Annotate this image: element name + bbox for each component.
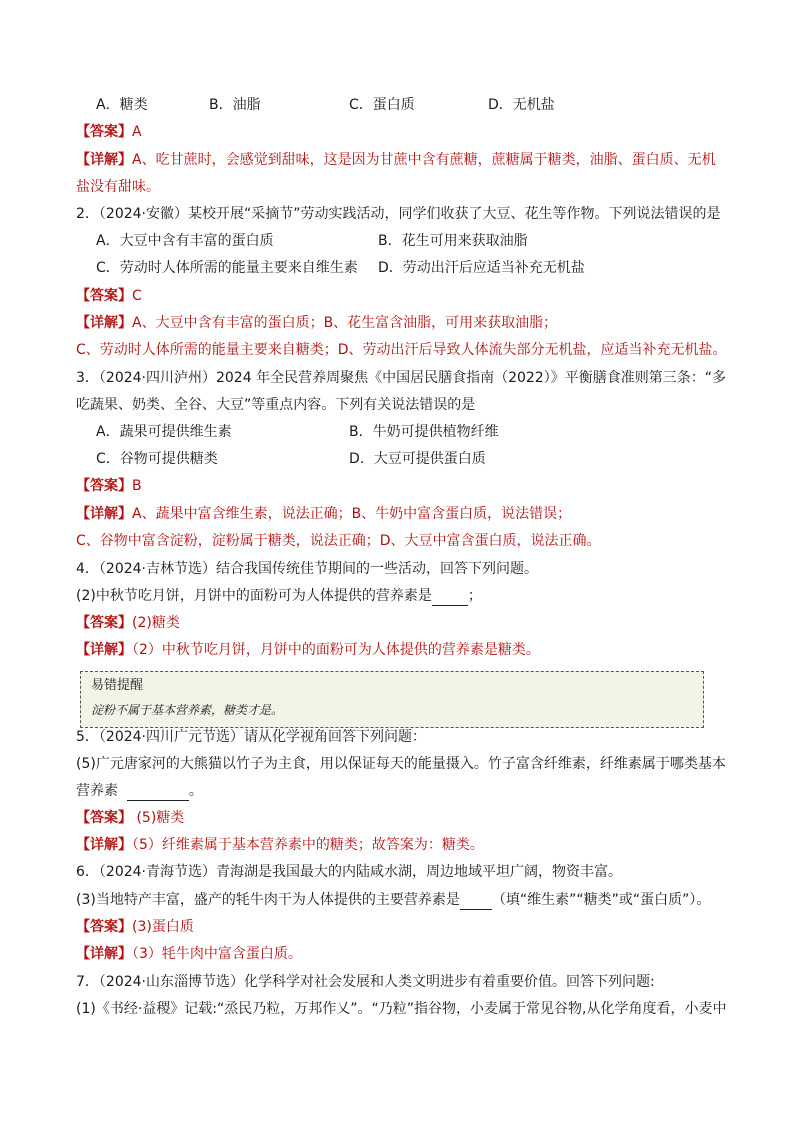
answer-blank — [460, 895, 492, 910]
q6-sub-text: (3)当地特产丰富，盛产的牦牛肉干为人体提供的主要营养素是 — [76, 892, 460, 908]
q5-subquestion: (5)广元唐家河的大熊猫以竹子为主食，用以保证每天的能量摄入。竹子富含纤维素，纤维素属于哪类基本 — [76, 756, 726, 772]
answer-label: 【答案】 — [76, 288, 132, 304]
q2-option-a: A．大豆中含有丰富的蛋白质 — [96, 233, 274, 249]
q6-detail — [76, 944, 302, 964]
detail-text: （3）牦牛肉中富含蛋白质。 — [132, 946, 302, 962]
q2-option-d: D．劳动出汗后应适当补充无机盐 — [378, 260, 585, 276]
answer-value: C — [132, 288, 142, 304]
q3-option-b: B．牛奶可提供植物纤维 — [349, 424, 499, 440]
q3-option-d: D．大豆可提供蛋白质 — [349, 451, 486, 467]
detail-label: 【详解】 — [76, 837, 132, 853]
q6-answer — [76, 917, 194, 937]
detail-text: （5）纤维素属于基本营养素中的糖类；故答案为：糖类。 — [132, 837, 484, 853]
answer-label: 【答案】 — [76, 478, 132, 494]
q2-detail — [76, 313, 557, 333]
detail-label: 【详解】 — [76, 315, 132, 331]
q4-answer — [76, 613, 180, 633]
q2-detail-cont: C、劳动时人体所需的能量主要来自糖类；D、劳动出汗后导致人体流失部分无机盐，应适当补充无机盐。 — [76, 342, 727, 358]
detail-text: A、吃甘蔗时，会感觉到甜味，这是因为甘蔗中含有蔗糖，蔗糖属于糖类，油脂、蛋白质、无机 — [132, 152, 716, 168]
answer-blank — [432, 591, 468, 606]
q5-detail — [76, 835, 484, 855]
q3-detail — [76, 504, 571, 524]
q7-subquestion: (1)《书经·益稷》记载:“烝民乃粒，万邦作乂”。“乃粒”指谷物，小麦属于常见谷物,从化学角度看，小麦中 — [76, 1001, 727, 1017]
detail-label: 【详解】 — [76, 946, 132, 962]
q5-subquestion-cont — [76, 781, 203, 801]
detail-label: 【详解】 — [76, 152, 132, 168]
q3-stem: 3．（2024·四川泸州）2024 年全民营养周聚焦《中国居民膳食指南（2022）》平衡膳食准则第三条：“多 — [76, 370, 726, 386]
answer-label: 【答案】 — [76, 810, 132, 826]
q2-stem: 2．（2024·安徽）某校开展“采摘节”劳动实践活动，同学们收获了大豆、花生等作物。下列说法错误的是 — [76, 206, 721, 222]
detail-text: A、蔬果中富含维生素，说法正确；B、牛奶中富含蛋白质，说法错误； — [132, 506, 572, 522]
detail-text: A、大豆中含有丰富的蛋白质；B、花生富含油脂，可用来获取油脂； — [132, 315, 558, 331]
q1-option-c: C．蛋白质 — [349, 97, 415, 113]
answer-label: 【答案】 — [76, 124, 132, 140]
q1-detail — [76, 150, 716, 170]
q7-stem: 7．（2024·山东淄博节选）化学科学对社会发展和人类文明进步有着重要价值。回答下列问题: — [76, 974, 655, 990]
q1-detail-cont: 盐没有甜味。 — [76, 179, 160, 195]
q4-detail — [76, 640, 540, 660]
q5-sub-end: 。 — [188, 783, 203, 799]
q6-stem: 6．（2024·青海节选）青海湖是我国最大的内陆咸水湖，周边地域平坦广阔，物资丰富。 — [76, 864, 622, 880]
q3-option-a: A．蔬果可提供维生素 — [96, 424, 232, 440]
q3-detail-cont: C、谷物中富含淀粉，淀粉属于糖类，说法正确；D、大豆中富含蛋白质，说法正确。 — [76, 533, 601, 549]
answer-value: A — [132, 124, 142, 140]
answer-blank — [127, 786, 189, 801]
q1-option-d: D．无机盐 — [488, 97, 555, 113]
q2-answer — [76, 286, 142, 306]
q3-answer — [76, 476, 142, 496]
q5-stem: 5．（2024·四川广元节选）请从化学视角回答下列问题： — [76, 729, 426, 745]
q4-sub-end: ； — [467, 588, 482, 604]
q2-option-c: C．劳动时人体所需的能量主要来自维生素 — [96, 260, 358, 276]
q4-stem: 4．（2024·吉林节选）结合我国传统佳节期间的一些活动，回答下列问题。 — [76, 561, 538, 577]
tip-text: 淀粉不属于基本营养素，糖类才是。 — [91, 703, 284, 717]
q1-option-a: A．糖类 — [96, 97, 148, 113]
tip-title: 易错提醒 — [91, 678, 144, 693]
detail-label: 【详解】 — [76, 642, 132, 658]
answer-label: 【答案】 — [76, 919, 132, 935]
q6-sub-end: （填“维生素”“糖类”或“蛋白质”）。 — [491, 892, 711, 908]
detail-text: （2）中秋节吃月饼，月饼中的面粉可为人体提供的营养素是糖类。 — [132, 642, 540, 658]
q3-stem-cont: 吃蔬果、奶类、全谷、大豆”等重点内容。下列有关说法错误的是 — [76, 397, 476, 413]
q5-answer — [76, 808, 184, 828]
q4-sub-text: (2)中秋节吃月饼，月饼中的面粉可为人体提供的营养素是 — [76, 588, 432, 604]
q5-sub-text: 营养素 — [76, 783, 118, 799]
q2-option-b: B．花生可用来获取油脂 — [378, 233, 528, 249]
q1-answer — [76, 122, 142, 142]
q4-subquestion — [76, 586, 482, 606]
q3-option-c: C．谷物可提供糖类 — [96, 451, 218, 467]
answer-value: (2)糖类 — [132, 615, 180, 631]
detail-label: 【详解】 — [76, 506, 132, 522]
answer-value: (3)蛋白质 — [132, 919, 194, 935]
q6-subquestion — [76, 890, 710, 910]
answer-value: B — [132, 478, 142, 494]
q1-option-b: B．油脂 — [209, 97, 261, 113]
answer-label: 【答案】 — [76, 615, 132, 631]
error-tip-box — [80, 671, 704, 728]
answer-value: (5)糖类 — [136, 810, 185, 826]
